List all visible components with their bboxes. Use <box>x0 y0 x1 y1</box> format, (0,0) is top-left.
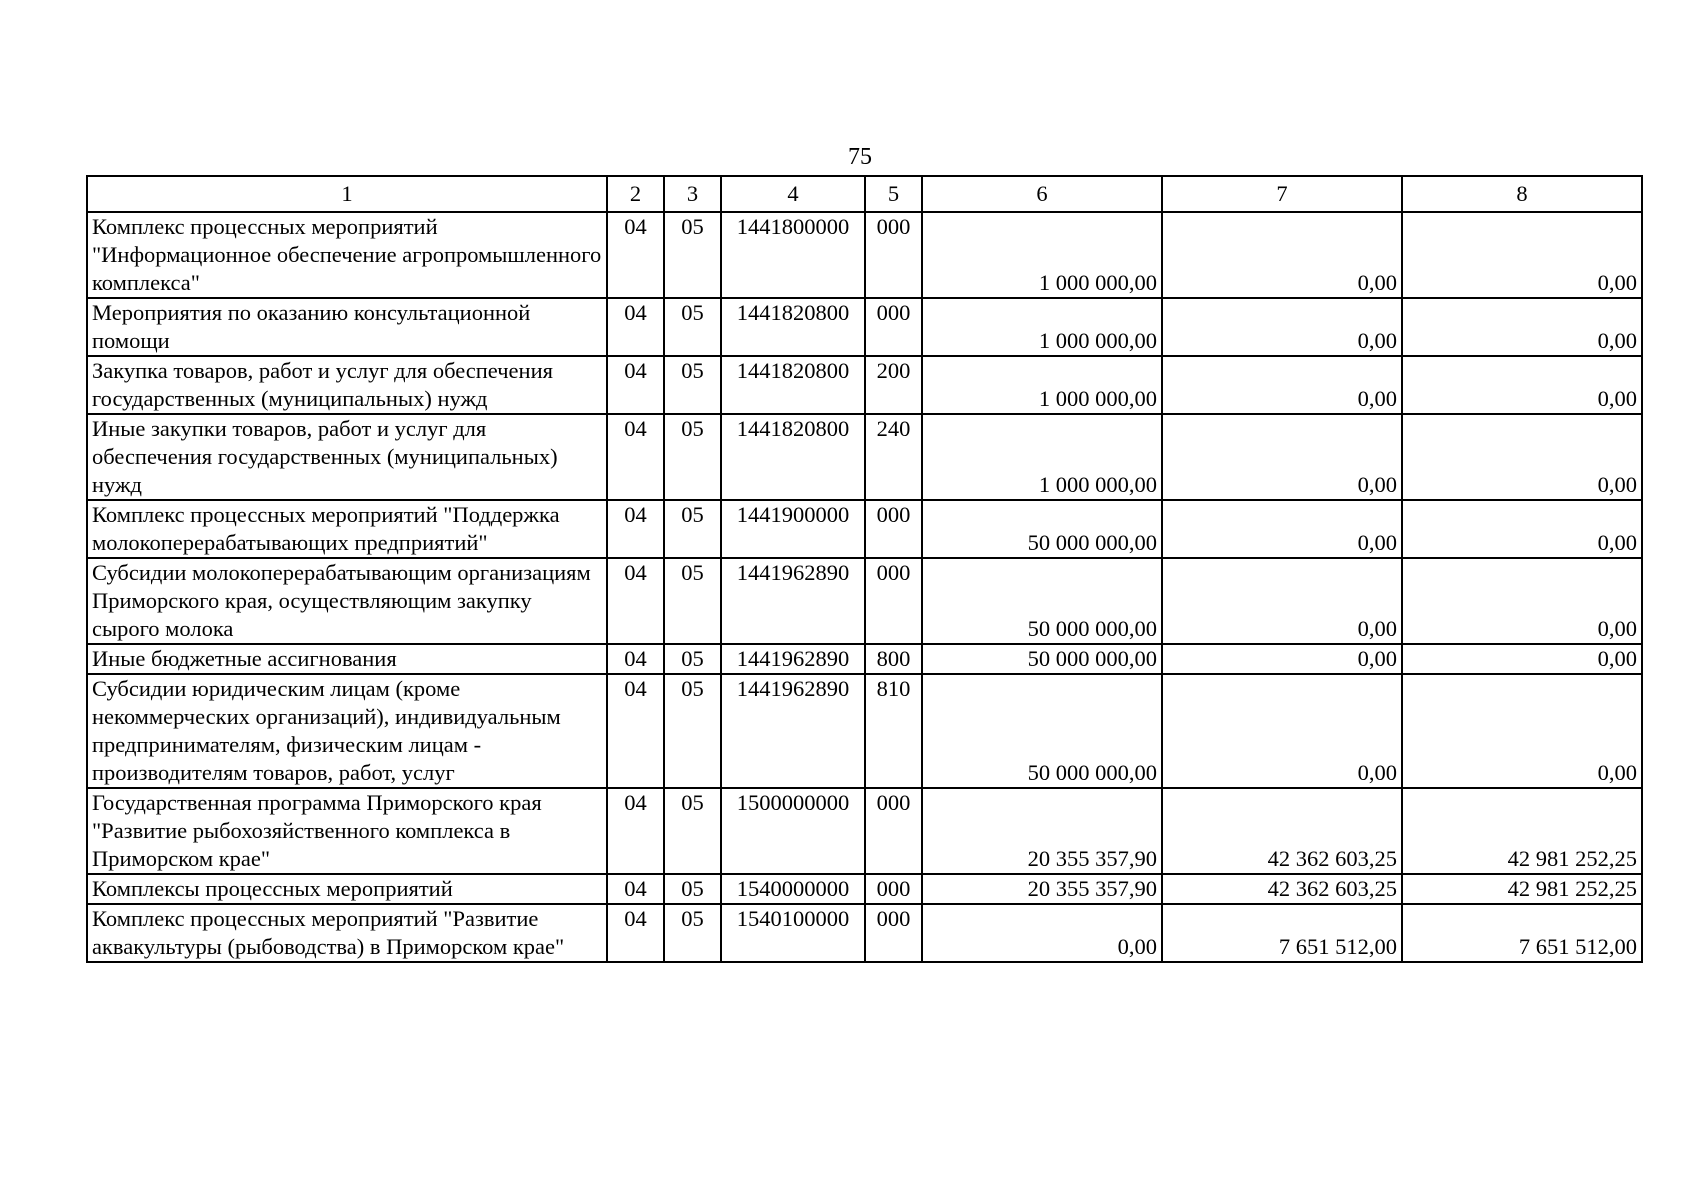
amount-col6-cell: 50 000 000,00 <box>922 674 1162 788</box>
table-row <box>87 904 1642 962</box>
table-row <box>87 874 1642 904</box>
amount-col8-cell: 0,00 <box>1402 212 1642 298</box>
amount-col6-cell: 1 000 000,00 <box>922 298 1162 356</box>
expense-type-cell: 000 <box>865 788 922 874</box>
target-article-cell: 1441962890 <box>721 644 865 674</box>
section-code-cell: 04 <box>607 500 664 558</box>
target-article-cell: 1441962890 <box>721 674 865 788</box>
expense-type-cell: 000 <box>865 874 922 904</box>
subsection-code-cell: 05 <box>664 414 721 500</box>
table-row <box>87 298 1642 356</box>
row-name-cell: Субсидии юридическим лицам (кроме некоммерческих организаций), индивидуальным предпринимателям, физическим лицам - производителям товаров, работ, услуг <box>87 674 607 788</box>
amount-col6-cell: 50 000 000,00 <box>922 644 1162 674</box>
target-article-cell: 1441820800 <box>721 298 865 356</box>
amount-col8-cell: 42 981 252,25 <box>1402 874 1642 904</box>
subsection-code-cell: 05 <box>664 558 721 644</box>
row-name-cell: Комплекс процессных мероприятий "Развитие аквакультуры (рыбоводства) в Приморском крае" <box>87 904 607 962</box>
table-row <box>87 500 1642 558</box>
column-header: 6 <box>922 176 1162 212</box>
amount-col8-cell: 0,00 <box>1402 414 1642 500</box>
section-code-cell: 04 <box>607 298 664 356</box>
amount-col6-cell: 1 000 000,00 <box>922 212 1162 298</box>
row-name-cell: Комплекс процессных мероприятий "Информационное обеспечение агропромышленного комплекса" <box>87 212 607 298</box>
table-row <box>87 674 1642 788</box>
table-row <box>87 212 1642 298</box>
row-name-cell: Иные бюджетные ассигнования <box>87 644 607 674</box>
amount-col7-cell: 0,00 <box>1162 500 1402 558</box>
row-name-cell: Иные закупки товаров, работ и услуг для обеспечения государственных (муниципальных) нужд <box>87 414 607 500</box>
subsection-code-cell: 05 <box>664 298 721 356</box>
subsection-code-cell: 05 <box>664 500 721 558</box>
amount-col7-cell: 0,00 <box>1162 298 1402 356</box>
subsection-code-cell: 05 <box>664 788 721 874</box>
target-article-cell: 1540100000 <box>721 904 865 962</box>
amount-col8-cell: 0,00 <box>1402 644 1642 674</box>
expense-type-cell: 200 <box>865 356 922 414</box>
amount-col8-cell: 0,00 <box>1402 558 1642 644</box>
row-name-cell: Комплекс процессных мероприятий "Поддержка молокоперерабатывающих предприятий" <box>87 500 607 558</box>
amount-col6-cell: 50 000 000,00 <box>922 558 1162 644</box>
section-code-cell: 04 <box>607 874 664 904</box>
section-code-cell: 04 <box>607 356 664 414</box>
amount-col7-cell: 0,00 <box>1162 414 1402 500</box>
amount-col7-cell: 0,00 <box>1162 356 1402 414</box>
table-row <box>87 414 1642 500</box>
budget-table <box>86 175 1643 963</box>
amount-col8-cell: 0,00 <box>1402 356 1642 414</box>
section-code-cell: 04 <box>607 674 664 788</box>
section-code-cell: 04 <box>607 212 664 298</box>
expense-type-cell: 810 <box>865 674 922 788</box>
expense-type-cell: 000 <box>865 212 922 298</box>
section-code-cell: 04 <box>607 644 664 674</box>
target-article-cell: 1441820800 <box>721 356 865 414</box>
amount-col6-cell: 20 355 357,90 <box>922 788 1162 874</box>
target-article-cell: 1441962890 <box>721 558 865 644</box>
amount-col7-cell: 42 362 603,25 <box>1162 788 1402 874</box>
section-code-cell: 04 <box>607 558 664 644</box>
subsection-code-cell: 05 <box>664 874 721 904</box>
expense-type-cell: 000 <box>865 904 922 962</box>
row-name-cell: Субсидии молокоперерабатывающим организациям Приморского края, осуществляющим закупку сырого молока <box>87 558 607 644</box>
column-header: 7 <box>1162 176 1402 212</box>
table-row <box>87 644 1642 674</box>
target-article-cell: 1540000000 <box>721 874 865 904</box>
row-name-cell: Закупка товаров, работ и услуг для обеспечения государственных (муниципальных) нужд <box>87 356 607 414</box>
subsection-code-cell: 05 <box>664 904 721 962</box>
column-header: 2 <box>607 176 664 212</box>
amount-col8-cell: 0,00 <box>1402 298 1642 356</box>
amount-col7-cell: 42 362 603,25 <box>1162 874 1402 904</box>
target-article-cell: 1441900000 <box>721 500 865 558</box>
table-row <box>87 558 1642 644</box>
row-name-cell: Государственная программа Приморского края "Развитие рыбохозяйственного комплекса в Приморском крае" <box>87 788 607 874</box>
amount-col8-cell: 0,00 <box>1402 674 1642 788</box>
expense-type-cell: 800 <box>865 644 922 674</box>
expense-type-cell: 000 <box>865 558 922 644</box>
expense-type-cell: 000 <box>865 500 922 558</box>
amount-col7-cell: 0,00 <box>1162 212 1402 298</box>
amount-col7-cell: 0,00 <box>1162 558 1402 644</box>
column-header: 4 <box>721 176 865 212</box>
amount-col8-cell: 7 651 512,00 <box>1402 904 1642 962</box>
amount-col6-cell: 1 000 000,00 <box>922 356 1162 414</box>
page-number: 75 <box>848 144 872 170</box>
table-row <box>87 788 1642 874</box>
amount-col8-cell: 42 981 252,25 <box>1402 788 1642 874</box>
target-article-cell: 1441820800 <box>721 414 865 500</box>
row-name-cell: Мероприятия по оказанию консультационной помощи <box>87 298 607 356</box>
subsection-code-cell: 05 <box>664 356 721 414</box>
column-header: 8 <box>1402 176 1642 212</box>
expense-type-cell: 000 <box>865 298 922 356</box>
section-code-cell: 04 <box>607 904 664 962</box>
amount-col8-cell: 0,00 <box>1402 500 1642 558</box>
target-article-cell: 1500000000 <box>721 788 865 874</box>
column-header: 5 <box>865 176 922 212</box>
column-header: 3 <box>664 176 721 212</box>
amount-col6-cell: 0,00 <box>922 904 1162 962</box>
amount-col6-cell: 50 000 000,00 <box>922 500 1162 558</box>
target-article-cell: 1441800000 <box>721 212 865 298</box>
amount-col7-cell: 0,00 <box>1162 674 1402 788</box>
section-code-cell: 04 <box>607 414 664 500</box>
amount-col6-cell: 1 000 000,00 <box>922 414 1162 500</box>
row-name-cell: Комплексы процессных мероприятий <box>87 874 607 904</box>
expense-type-cell: 240 <box>865 414 922 500</box>
subsection-code-cell: 05 <box>664 674 721 788</box>
amount-col7-cell: 7 651 512,00 <box>1162 904 1402 962</box>
section-code-cell: 04 <box>607 788 664 874</box>
amount-col7-cell: 0,00 <box>1162 644 1402 674</box>
subsection-code-cell: 05 <box>664 212 721 298</box>
subsection-code-cell: 05 <box>664 644 721 674</box>
table-row <box>87 356 1642 414</box>
amount-col6-cell: 20 355 357,90 <box>922 874 1162 904</box>
header-row <box>87 176 1642 212</box>
column-header: 1 <box>87 176 607 212</box>
